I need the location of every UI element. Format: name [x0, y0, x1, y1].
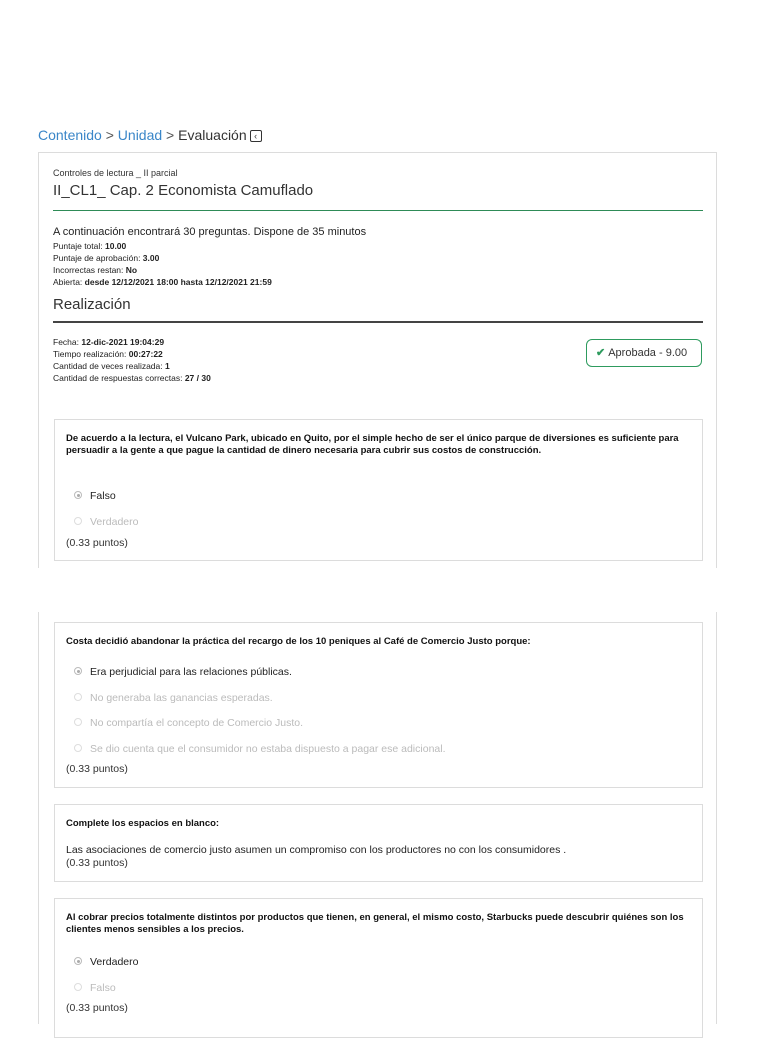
question-points: (0.33 puntos) — [66, 857, 128, 869]
option-falso[interactable]: Falso — [74, 982, 116, 994]
option-2[interactable]: No generaba las ganancias esperadas. — [74, 692, 273, 704]
radio-icon — [74, 517, 82, 525]
radio-icon — [74, 718, 82, 726]
question-text: Al cobrar precios totalmente distintos por productos que tienen, en general, el mismo costo, Starbucks puede descubrir quiénes son los clientes menos sensibles a los precios. — [66, 912, 684, 935]
radio-selected-icon — [74, 667, 82, 675]
section-divider — [53, 321, 703, 323]
option-verdadero[interactable]: Verdadero — [74, 956, 138, 968]
page-title: II_CL1_ Cap. 2 Economista Camuflado — [53, 182, 314, 199]
status-badge-label: Aprobada - 9.00 — [608, 347, 688, 359]
intro-text: A continuación encontrará 30 preguntas. Dispone de 35 minutos — [53, 226, 367, 238]
attempt-count: Cantidad de veces realizada: 1 — [53, 361, 170, 371]
question-points: (0.33 puntos) — [66, 537, 128, 549]
option-3[interactable]: No compartía el concepto de Comercio Justo. — [74, 717, 303, 729]
meta-total-score: Puntaje total: 10.00 — [53, 241, 127, 251]
radio-icon — [74, 744, 82, 752]
radio-selected-icon — [74, 491, 82, 499]
section-title: Realización — [53, 296, 131, 313]
attempt-duration: Tiempo realización: 00:27:22 — [53, 349, 163, 359]
radio-icon — [74, 693, 82, 701]
breadcrumb-separator: > — [162, 127, 179, 143]
attempt-correct: Cantidad de respuestas correctas: 27 / 30 — [53, 373, 211, 383]
question-text: Complete los espacios en blanco: — [66, 818, 220, 829]
question-points: (0.33 puntos) — [66, 763, 128, 775]
status-badge — [586, 339, 702, 367]
meta-penalty: Incorrectas restan: No — [53, 265, 138, 275]
questions-card — [38, 612, 717, 1024]
option-4[interactable]: Se dio cuenta que el consumidor no estaba dispuesto a pagar ese adicional. — [74, 743, 446, 755]
blank-answer[interactable]: productores — [385, 844, 442, 856]
question-card — [54, 622, 703, 788]
option-1[interactable]: Era perjudicial para las relaciones públicas. — [74, 666, 292, 678]
breadcrumb-separator: > — [101, 127, 118, 143]
breadcrumb — [38, 127, 262, 143]
fill-blank-sentence: Las asociaciones de comercio justo asumen un compromiso con los productores no con los consumidores . — [66, 844, 567, 856]
breadcrumb-contenido-link[interactable]: Contenido — [38, 127, 102, 143]
title-divider — [53, 210, 703, 211]
check-icon: ✔ — [596, 347, 606, 359]
question-card — [54, 419, 703, 561]
meta-open-window: Abierta: desde 12/12/2021 18:00 hasta 12/12/2021 21:59 — [53, 277, 272, 287]
question-points: (0.33 puntos) — [66, 1002, 128, 1014]
back-icon[interactable]: ‹ — [250, 130, 262, 142]
radio-selected-icon — [74, 957, 82, 965]
blank-answer[interactable]: consumidores — [494, 844, 561, 856]
question-text: Costa decidió abandonar la práctica del recargo de los 10 peniques al Café de Comercio Justo porque: — [66, 636, 531, 647]
evaluation-card — [38, 152, 717, 568]
breadcrumb-current: Evaluación — [178, 127, 247, 143]
question-card — [54, 898, 703, 1038]
radio-icon — [74, 983, 82, 991]
option-falso[interactable]: Falso — [74, 490, 116, 502]
question-text: De acuerdo a la lectura, el Vulcano Park, ubicado en Quito, por el simple hecho de ser el único parque de diversiones es suficiente para persuadir a la gente a que pague la cantidad de dinero necesaria para cubrir sus costos de construcción. — [66, 433, 679, 456]
attempt-date: Fecha: 12-dic-2021 19:04:29 — [53, 337, 165, 347]
meta-pass-score: Puntaje de aprobación: 3.00 — [53, 253, 160, 263]
course-label: Controles de lectura _ II parcial — [53, 168, 178, 178]
question-card — [54, 804, 703, 882]
option-verdadero[interactable]: Verdadero — [74, 516, 138, 528]
breadcrumb-unidad-link[interactable]: Unidad — [117, 127, 163, 143]
